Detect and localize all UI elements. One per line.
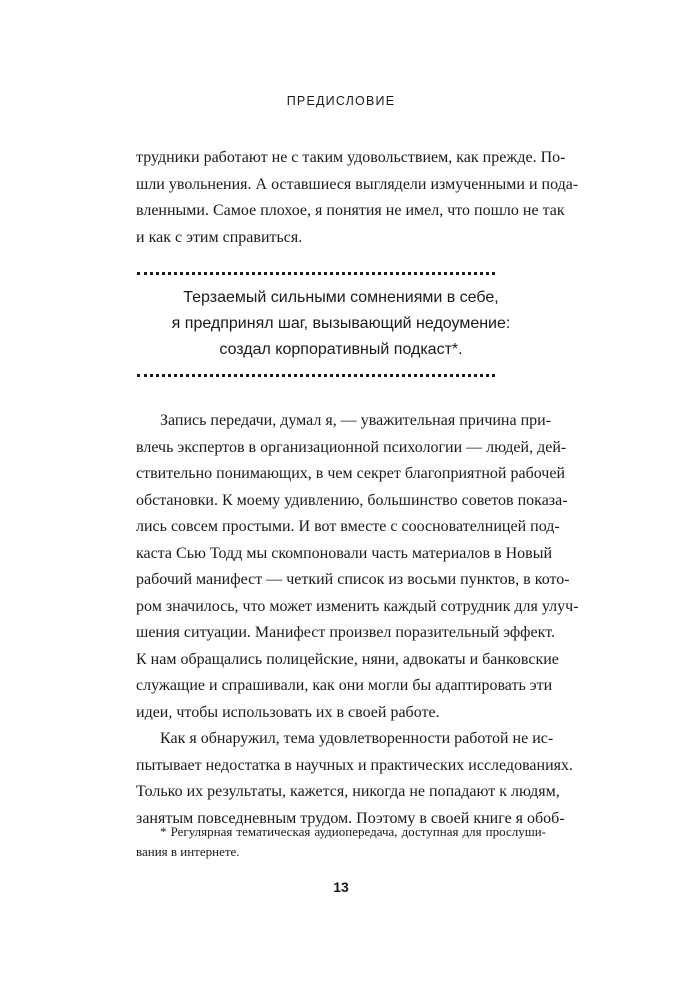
- text-line: занятым повседневным трудом. Поэтому в своей книге я обоб-: [136, 809, 565, 827]
- footnote-line: * Регулярная тематическая аудиопередача, доступная для прослуши-: [160, 824, 546, 839]
- text-line: Запись передачи, думал я, — уважительная причина при-: [160, 412, 552, 429]
- text-line: пытывает недостатка в научных и практических исследованиях.: [136, 756, 573, 774]
- pullquote-line: создал корпоративный подкаст*.: [219, 341, 463, 358]
- text-line: и как с этим справиться.: [136, 228, 303, 246]
- text-line: К нам обращались полицейские, няни, адвокаты и банковские: [136, 650, 559, 668]
- footnote: [136, 822, 546, 862]
- text-line: вленными. Самое плохое, я понятия не имел, что пошло не так: [136, 202, 565, 219]
- body-paragraph-1: [136, 408, 579, 832]
- pullquote: [0, 285, 682, 363]
- text-line: шения ситуации. Манифест произвел поразительный эффект.: [136, 624, 555, 641]
- page-number: 13: [333, 879, 349, 895]
- text-line: ствительно понимающих, в чем секрет благоприятной рабочей: [136, 465, 566, 482]
- text-line: рабочий манифест — четкий список из восьми пунктов, в кото-: [136, 571, 570, 588]
- text-line: лись совсем простыми. И вот вместе с сооснователницей под-: [136, 518, 560, 535]
- text-line: Только их результаты, кажется, никогда не попадают к людям,: [136, 783, 560, 800]
- pullquote-line: Терзаемый сильными сомнениями в себе,: [183, 289, 499, 306]
- text-line: ром значилось, что может изменить каждый сотрудник для улуч-: [136, 597, 579, 615]
- text-line: Как я обнаружил, тема удовлетворенности работой не ис-: [160, 730, 554, 747]
- pullquote-line: я предпринял шаг, вызывающий недоумение:: [171, 315, 511, 332]
- text-line: трудники работают не с таким удовольствием, как прежде. По-: [136, 149, 566, 166]
- text-line: шли увольнения. А оставшиеся выглядели измученными и пода-: [136, 175, 579, 193]
- running-header: ПРЕДИСЛОВИЕ: [286, 94, 396, 108]
- pullquote-bottom-divider: [137, 374, 495, 377]
- pullquote-top-divider: [137, 272, 495, 275]
- text-line: влечь экспертов в организационной психологии — людей, дей-: [136, 438, 567, 456]
- text-line: каста Сью Тодд мы скомпоновали часть материалов в Новый: [136, 544, 553, 562]
- text-line: обстановки. К моему удивлению, большинство советов показа-: [136, 491, 568, 509]
- footnote-line: вания в интернете.: [136, 844, 240, 859]
- intro-paragraph: [136, 145, 579, 251]
- text-line: служащие и спрашивали, как они могли бы адаптировать эти: [136, 677, 553, 694]
- text-line: идеи, чтобы использовать их в своей работе.: [136, 703, 440, 721]
